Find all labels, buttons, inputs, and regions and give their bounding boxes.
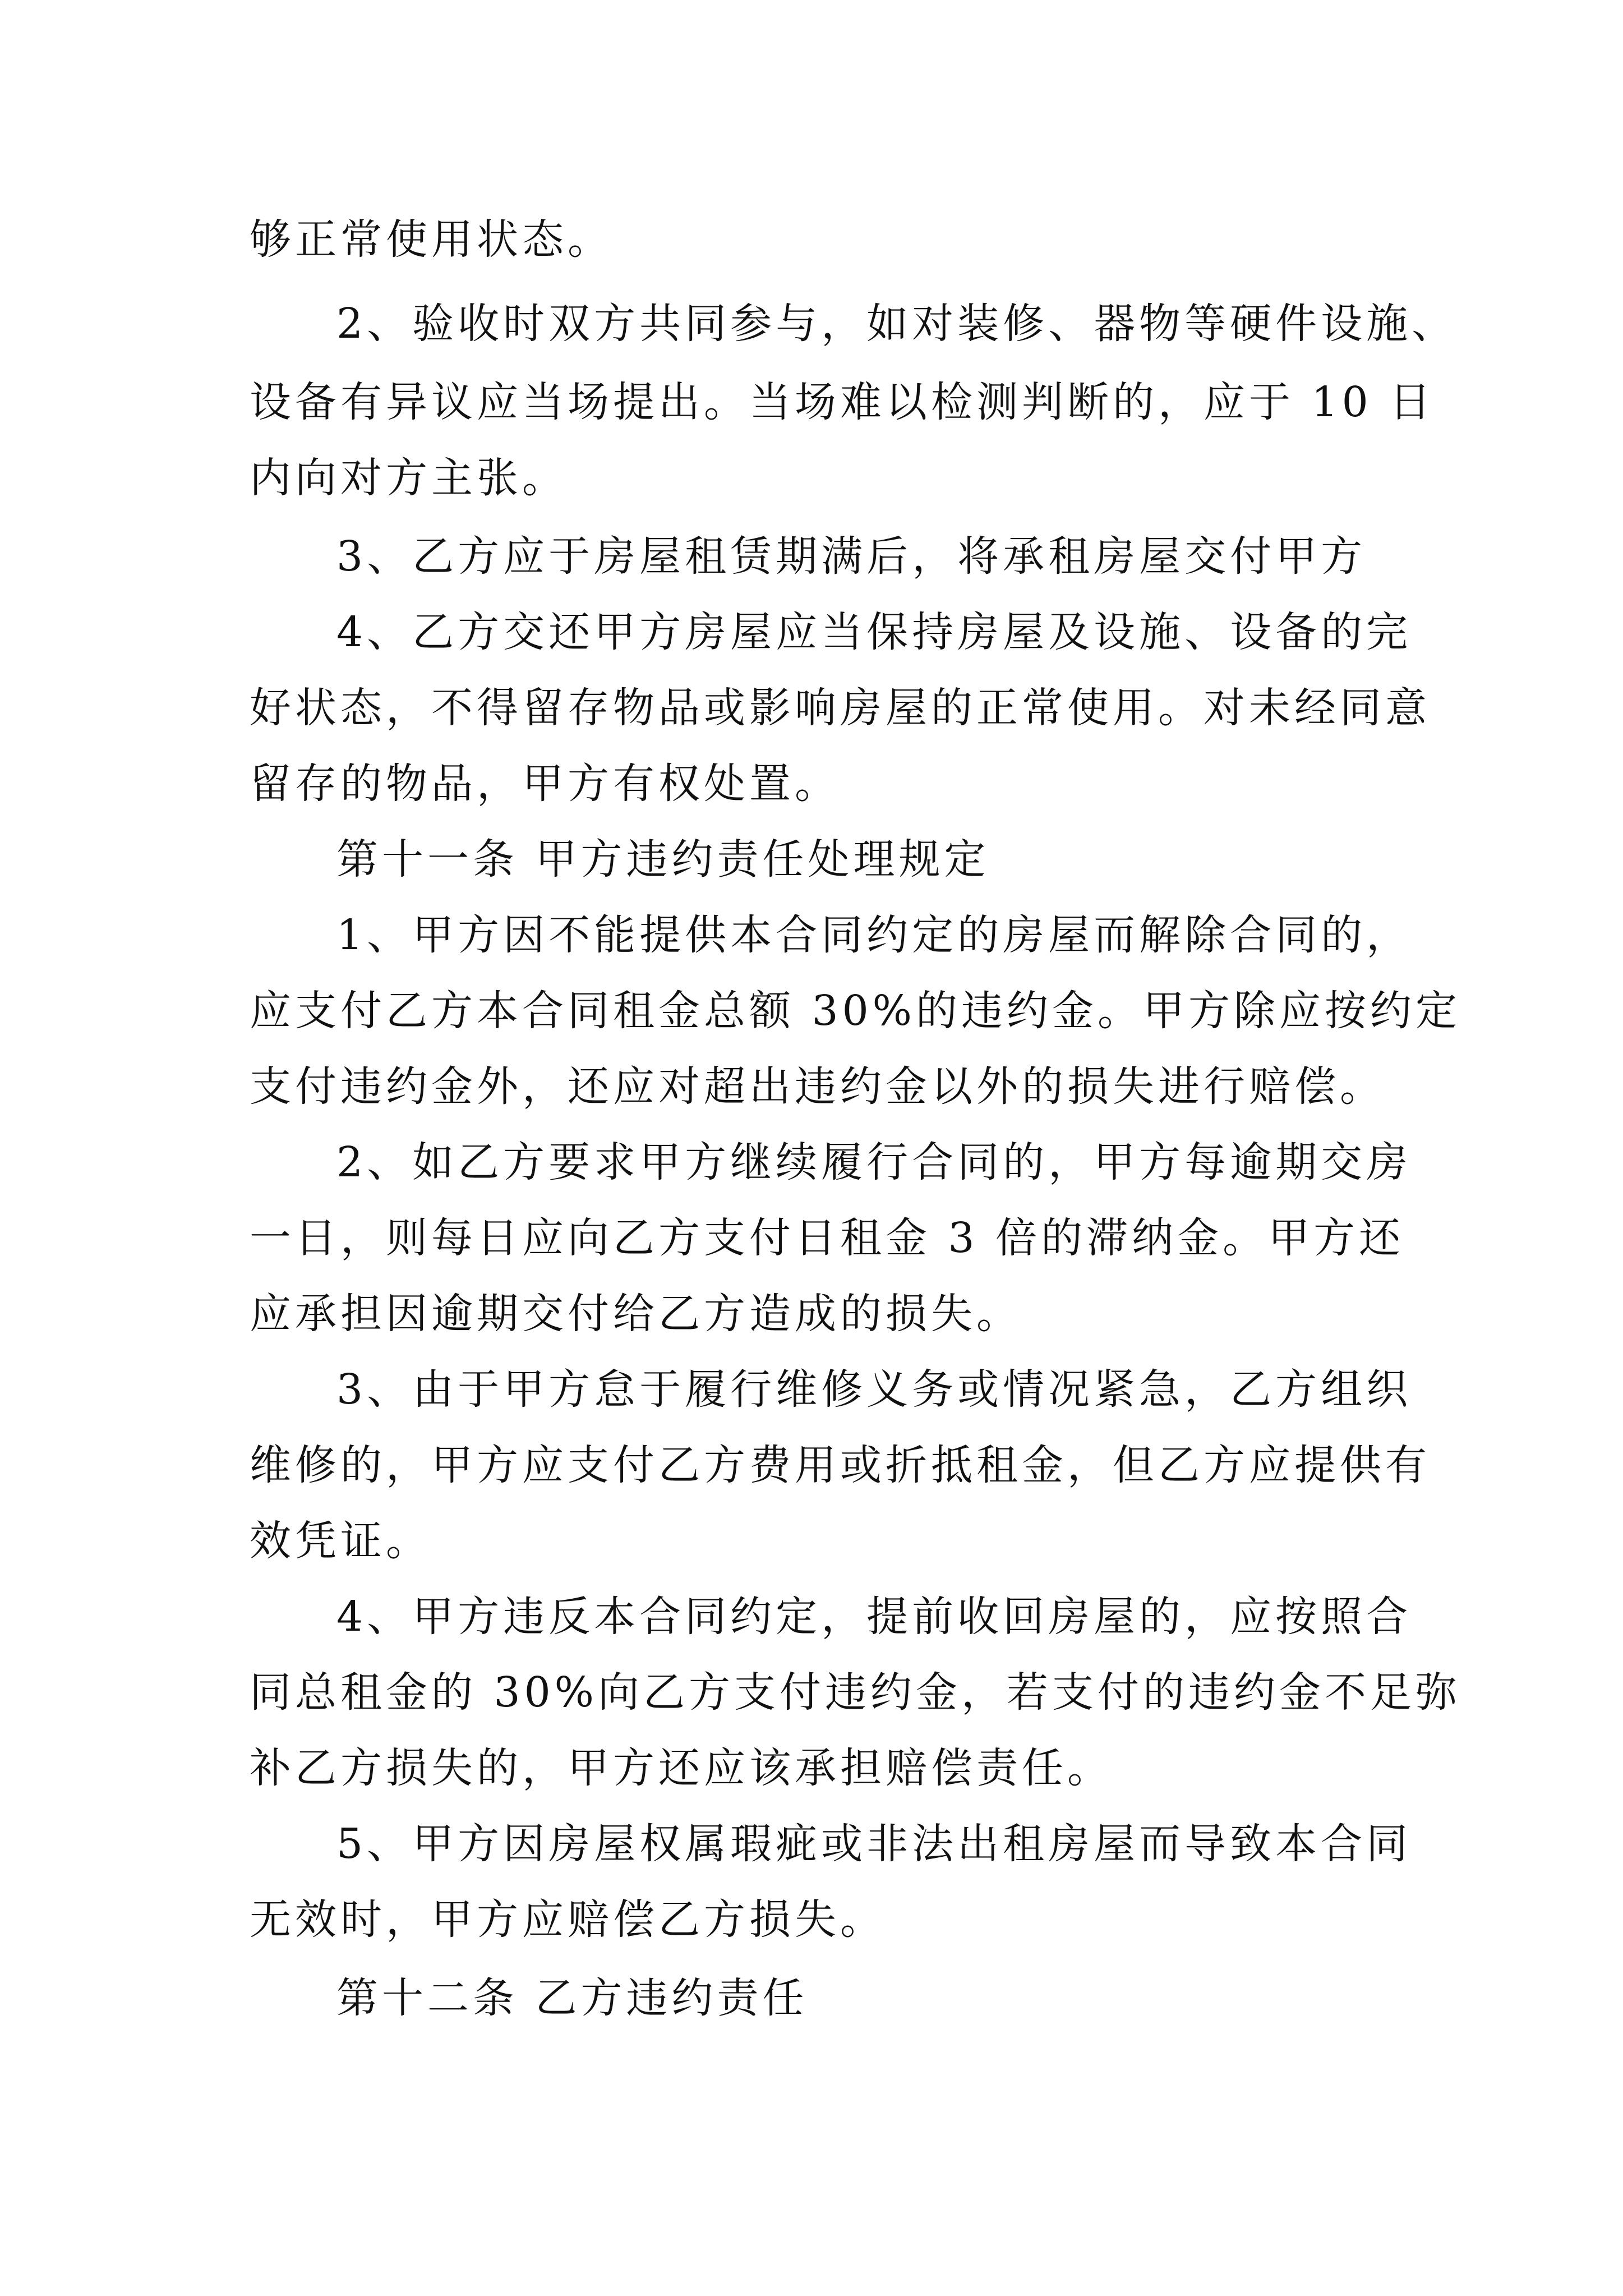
text-line: 补乙方损失的，甲方还应该承担赔偿责任。 [250, 1744, 1113, 1792]
section-heading: 第十一条 甲方违约责任处理规定 [336, 835, 990, 884]
text-line: 2、验收时双方共同参与，如对装修、器物等硬件设施、 [336, 300, 1458, 348]
text-line: 应支付乙方本合同租金总额 30%的违约金。甲方除应按约定 [250, 987, 1461, 1035]
text-line: 3、由于甲方怠于履行维修义务或情况紧急，乙方组织 [336, 1365, 1412, 1414]
text-line: 效凭证。 [250, 1517, 431, 1565]
text-line: 一日，则每日应向乙方支付日租金 3 倍的滞纳金。甲方还 [250, 1214, 1405, 1262]
text-line: 够正常使用状态。 [250, 215, 613, 264]
text-line: 无效时，甲方应赔偿乙方损失。 [250, 1895, 886, 1944]
section-heading: 第十二条 乙方违约责任 [336, 1974, 808, 2022]
text-line: 留存的物品，甲方有权处置。 [250, 760, 840, 808]
text-line: 设备有异议应当场提出。当场难以检测判断的，应于 10 日 [250, 378, 1435, 426]
text-line: 3、乙方应于房屋租赁期满后，将承租房屋交付甲方 [336, 532, 1367, 581]
text-line: 2、如乙方要求甲方继续履行合同的，甲方每逾期交房 [336, 1138, 1412, 1186]
text-line: 好状态，不得留存物品或影响房屋的正常使用。对未经同意 [250, 684, 1431, 732]
text-line: 内向对方主张。 [250, 454, 568, 502]
text-line: 应承担因逾期交付给乙方造成的损失。 [250, 1290, 1022, 1338]
text-line: 维修的，甲方应支付乙方费用或折抵租金，但乙方应提供有 [250, 1441, 1431, 1489]
text-line: 1、甲方因不能提供本合同约定的房屋而解除合同的， [336, 911, 1412, 959]
text-line: 5、甲方因房屋权属瑕疵或非法出租房屋而导致本合同 [336, 1820, 1412, 1868]
text-line: 4、甲方违反本合同约定，提前收回房屋的，应按照合 [336, 1593, 1412, 1641]
text-line: 4、乙方交还甲方房屋应当保持房屋及设施、设备的完 [336, 608, 1412, 656]
text-line: 支付违约金外，还应对超出违约金以外的损失进行赔偿。 [250, 1062, 1385, 1111]
text-line: 同总租金的 30%向乙方支付违约金，若支付的违约金不足弥 [250, 1668, 1461, 1717]
